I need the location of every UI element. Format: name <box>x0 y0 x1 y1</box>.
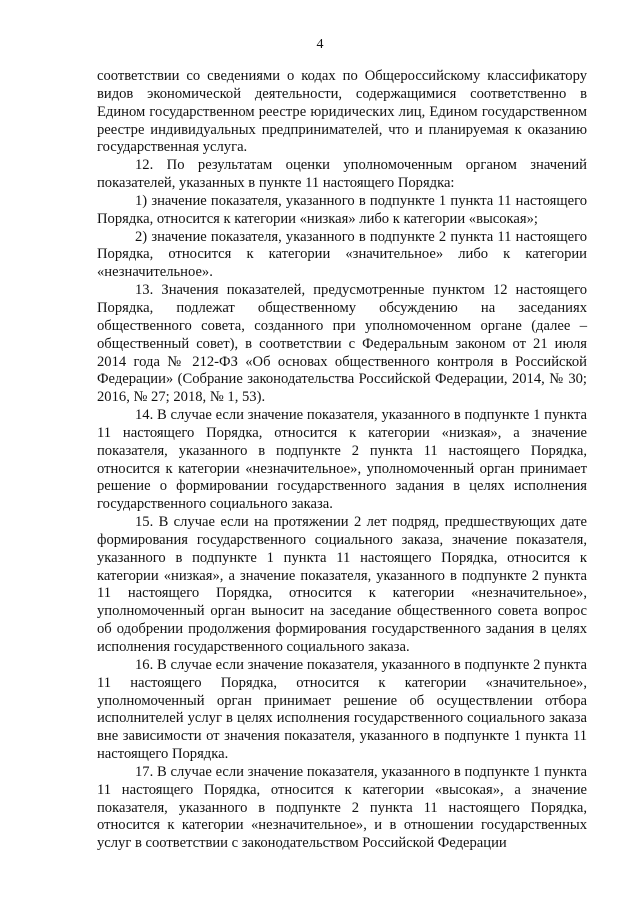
paragraph-13: 13. Значения показателей, предусмотренные пунктом 12 настоящего Порядка, подлежат общественному обсуждению на заседаниях общественного совета, созданного при уполномоченном органе (далее – общественный совет), в соответствии с Федеральным законом от 21 июля 2014 года № 212-ФЗ «Об основах общественного контроля в Российской Федерации» (Собрание законодательства Российской Федерации, 2014, № 30; 2016, № 27; 2018, № 1, 53). <box>97 282 587 406</box>
page-number: 4 <box>316 37 324 52</box>
paragraph-14: 14. В случае если значение показателя, указанного в подпункте 1 пункта 11 настоящего Порядка, относится к категории «низкая», а значение показателя, указанного в подпункте 2 пункта 11 настоящего Порядка, относится к категории «незначительное», уполномоченный орган принимает решение о формировании государственного задания в целях исполнения государственного социального заказа. <box>97 407 587 513</box>
paragraph-17: 17. В случае если значение показателя, указанного в подпункте 1 пункта 11 настоящего Порядка, относится к категории «высокая», а значение показателя, указанного в подпункте 2 пункта 11 настоящего Порядка, относится к категории «незначительное», и в отношении государственных услуг в соответствии с законодательством Российской Федерации <box>97 763 587 852</box>
paragraph-15: 15. В случае если на протяжении 2 лет подряд, предшествующих дате формирования государственного социального заказа, значение показателя, указанного в подпункте 1 пункта 11 настоящего Порядка, относится к категории «низкая», а значение показателя, указанного в подпункте 2 пункта 11 настоящего Порядка, относится к категории «незначительное», уполномоченный орган выносит на заседание общественного совета вопрос об одобрении продолжения формирования государственного задания в целях исполнения государственного социального заказа. <box>97 514 587 655</box>
paragraph-12-item-1: 1) значение показателя, указанного в подпункте 1 пункта 11 настоящего Порядка, относится к категории «низкая» либо к категории «высокая»; <box>97 192 587 227</box>
document-body <box>97 68 587 853</box>
paragraph-12: 12. По результатам оценки уполномоченным органом значений показателей, указанных в пункте 11 настоящего Порядка: <box>97 157 587 192</box>
paragraph-12-item-2: 2) значение показателя, указанного в подпункте 2 пункта 11 настоящего Порядка, относится к категории «значительное» либо к категории «незначительное». <box>97 228 587 281</box>
paragraph-16: 16. В случае если значение показателя, указанного в подпункте 2 пункта 11 настоящего Порядка, относится к категории «значительное», уполномоченный орган принимает решение об осуществлении отбора исполнителей услуг в целях исполнения государственного социального заказа вне зависимости от значения показателя, указанного в подпункте 1 пункта 11 настоящего Порядка. <box>97 656 587 763</box>
paragraph-continuation: соответствии со сведениями о кодах по Общероссийскому классификатору видов экономической деятельности, содержащимися соответственно в Едином государственном реестре юридических лиц, Едином государственном реестре индивидуальных предпринимателей, что и планируемая к оказанию государственная услуга. <box>97 68 587 156</box>
